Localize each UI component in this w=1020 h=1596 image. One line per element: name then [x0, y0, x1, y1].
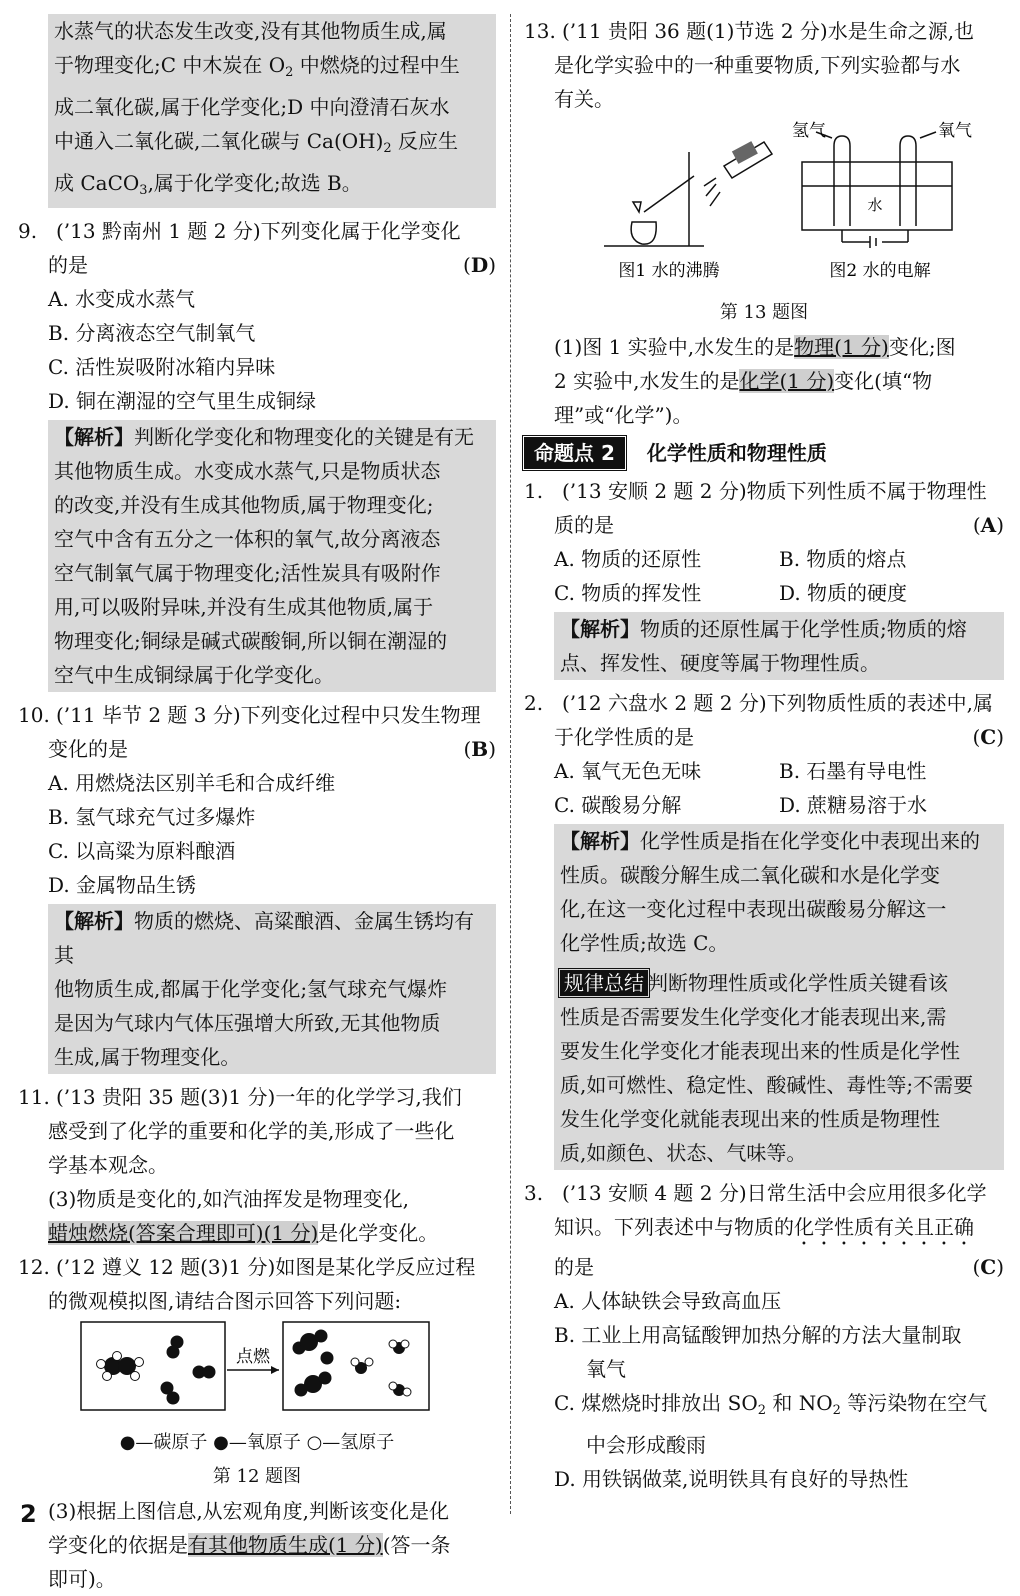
option-c: C. 煤燃烧时排放出 $SO_2$ 和 $NO_2$ 等污染物在空气 — [554, 1391, 988, 1418]
question-number: 10. — [18, 703, 50, 727]
option-c: C. 碳酸易分解 — [554, 793, 682, 817]
emphasis-text: 化学性质有关且正确 — [794, 1215, 974, 1239]
carry-over-explanation: 水蒸气的状态发生改变,没有其他物质生成,属 于物理变化;C 中木炭在 $O_2$ 中燃烧的过程中生 成二氧化碳,属于化学变化;D 中向澄清石灰水 中通入二氧化碳,二氧化碳与 $Ca(OH)_2$ 反应生 成 CaCO$_3$,属于化学变化;故选 B。 — [48, 14, 496, 208]
answer-bracket: (A) — [972, 513, 1004, 537]
question-number: 11. — [18, 1085, 50, 1109]
option-a: A. 用燃烧法区别羊毛和合成纤维 — [48, 771, 336, 795]
micro-model-svg — [77, 1318, 437, 1414]
rule-summary-badge: 规律总结 — [560, 970, 648, 996]
question-p2: 2. (’12 六盘水 2 题 2 分)下列物质性质的表述中,属 于化学性质的是 (C) A. 氧气无色无味 B. 石墨有导电性 C. 碳酸易分解 D. 蔗糖易溶于水 【解析】化学性质是指在化学变化中表现出来的 性质。碳酸分解生成二氧化碳和水是化学变 化,在这一变化过程中表现出碳酸易分解这一 化学性质;故选 C。 规律总结 判断物理性质或化学性质关键看该 性质是否需要发生化学变化才能表现出来,需 要发生化学变化才能表现出来的性质是化学性 质,如可燃性、稳定性、酸碱性、毒性等;不需要 发生化学变化就能表现出来的性质是物理性 质,如颜色、状态、气味等。 — [524, 686, 1004, 1170]
option-c: C. 物质的挥发性 — [554, 581, 702, 605]
question-13: 13. (’11 贵阳 36 题(1)节选 2 分)水是生命之源,也 是化学实验中的一种重要物质,下列实验都与水 有关。 图1 水的沸腾 氢气 氧气 水 图2 水的电解 第 13 题图 (1)图 1 实验中,水发生的是物理(1 分)变化;图 2 实验中,水发生的是化学(1 分)变化(填“物 理”或“化学”)。 — [524, 14, 1004, 432]
svg-text:图1 水的沸腾: 图1 水的沸腾 — [618, 261, 720, 281]
option-c: C. 以高粱为原料酿酒 — [48, 839, 236, 863]
column-divider — [510, 14, 511, 1514]
question-number: 2. — [524, 691, 544, 715]
water-experiments-figure — [524, 116, 1004, 296]
option-b: B. 工业上用高锰酸钾加热分解的方法大量制取 — [554, 1323, 962, 1347]
question-stem: (’13 黔南州 1 题 2 分)下列变化属于化学变化 — [56, 219, 461, 243]
reaction-diagram — [18, 1318, 496, 1426]
answer-underline: 化学(1 分) — [739, 369, 835, 393]
option-d: D. 用铁锅做菜,说明铁具有良好的导热性 — [554, 1467, 909, 1491]
analysis-box: 【解析】物质的燃烧、高粱酿酒、金属生锈均有其 他物质生成,都属于化学变化;氢气球充气爆炸 是因为气球内气体压强增大所致,无其他物质 生成,属于物理变化。 — [48, 904, 496, 1074]
section-heading — [524, 436, 1004, 470]
answer-bracket: (C) — [972, 1255, 1004, 1279]
question-number: 1. — [524, 479, 544, 503]
option-a: A. 人体缺铁会导致高血压 — [554, 1289, 782, 1313]
answer-underline: 蜡烛燃烧(答案合理即可)(1 分) — [48, 1221, 319, 1245]
analysis-box: 【解析】化学性质是指在化学变化中表现出来的 性质。碳酸分解生成二氧化碳和水是化学变 化,在这一变化过程中表现出碳酸易分解这一 化学性质;故选 C。 规律总结 判断物理性质或化学性质关键看该 性质是否需要发生化学变化才能表现出来,需 要发生化学变化才能表现出来的性质是化学性 质,如可燃性、稳定性、酸碱性、毒性等;不需要 发生化学变化就能表现出来的性质是物理性 质,如颜色、状态、气味等。 — [554, 824, 1004, 1170]
question-p3: 3. (’13 安顺 4 题 2 分)日常生活中会应用很多化学 知识。下列表述中与物质的化学性质有关且正确 的是 (C) A. 人体缺铁会导致高血压 B. 工业上用高锰酸钾加热分解的方法大量制取 氧气 C. 煤燃烧时排放出 $SO_2$ 和 $NO_2$ 等污染物在空气 中会形成酸雨 D. 用铁锅做菜,说明铁具有良好的导热性 — [524, 1176, 1004, 1496]
option-c: C. 活性炭吸附冰箱内异味 — [48, 355, 276, 379]
question-p1: 1. (’13 安顺 2 题 2 分)物质下列性质不属于物理性 质的是 (A) A. 物质的还原性 B. 物质的熔点 C. 物质的挥发性 D. 物质的硬度 【解析】物质的还原性属于化学性质;物质的熔 点、挥发性、硬度等属于物理性质。 — [524, 474, 1004, 680]
svg-text:氢气: 氢气 — [792, 121, 826, 141]
question-12: 12. (’12 遵义 12 题(3)1 分)如图是某化学反应过程 的微观模拟图,请结合图示回答下列问题: 点燃 ●—碳原子 ●—氧原子 ○—氢原子 第 12 题图 (3)根据上图信息,从宏观角度,判断该变化是化 学变化的依据是有其他物质生成(1 分)(答一条 即可)。 — [18, 1250, 496, 1596]
question-number: 12. — [18, 1255, 50, 1279]
option-a: A. 氧气无色无味 — [554, 759, 702, 783]
svg-text:水: 水 — [867, 196, 883, 214]
question-10: 10. (’11 毕节 2 题 3 分)下列变化过程中只发生物理 变化的是 (B) A. 用燃烧法区别羊毛和合成纤维 B. 氢气球充气过多爆炸 C. 以高粱为原料酿酒 D. 金属物品生锈 【解析】物质的燃烧、高粱酿酒、金属生锈均有其 他物质生成,都属于化学变化;氢气球充气爆炸 是因为气球内气体压强增大所致,无其他物质 生成,属于物理变化。 — [18, 698, 496, 1074]
answer-underline: 有其他物质生成(1 分) — [188, 1533, 383, 1557]
answer-underline: 物理(1 分) — [794, 335, 889, 359]
answer-bracket: (C) — [972, 725, 1004, 749]
option-d: D. 物质的硬度 — [779, 581, 908, 605]
question-number: 13. — [524, 19, 556, 43]
question-11: 11. (’13 贵阳 35 题(3)1 分)一年的化学学习,我们 感受到了化学的重要和化学的美,形成了一些化 学基本观念。 (3)物质是变化的,如汽油挥发是物理变化, 蜡烛燃烧(答案合理即可)(1 分)是化学变化。 — [18, 1080, 496, 1250]
answer-bracket: (B) — [463, 737, 496, 761]
option-b: B. 氢气球充气过多爆炸 — [48, 805, 256, 829]
page-number: 2 — [20, 1500, 37, 1528]
question-stem: (’11 毕节 2 题 3 分)下列变化过程中只发生物理 — [56, 703, 481, 727]
legend: ●—碳原子 ●—氧原子 ○—氢原子 — [119, 1432, 395, 1453]
option-d: D. 蔗糖易溶于水 — [779, 793, 928, 817]
option-a: A. 水变成水蒸气 — [48, 287, 196, 311]
right-column — [524, 14, 1004, 1496]
water-experiments-svg — [544, 116, 984, 284]
option-b: B. 物质的熔点 — [779, 547, 907, 571]
option-b: B. 分离液态空气制氧气 — [48, 321, 256, 345]
analysis-box: 【解析】物质的还原性属于化学性质;物质的熔 点、挥发性、硬度等属于物理性质。 — [554, 612, 1004, 680]
analysis-box: 【解析】判断化学变化和物理变化的关键是有无 其他物质生成。水变成水蒸气,只是物质状态 的改变,并没有生成其他物质,属于物理变化; 空气中含有五分之一体积的氧气,故分离液态 空气制氧气属于物理变化;活性炭具有吸附作 用,可以吸附异味,并没有生成其他物质,属于 物理变化;铜绿是碱式碳酸铜,所以铜在潮湿的 空气中生成铜绿属于化学变化。 — [48, 420, 496, 692]
option-d: D. 铜在潮湿的空气里生成铜绿 — [48, 389, 317, 413]
option-a: A. 物质的还原性 — [554, 547, 702, 571]
section-title: 化学性质和物理性质 — [646, 441, 827, 465]
question-9: 9. (’13 黔南州 1 题 2 分)下列变化属于化学变化 的是 (D) A. 水变成水蒸气 B. 分离液态空气制氧气 C. 活性炭吸附冰箱内异味 D. 铜在潮湿的空气里生成铜绿 【解析】判断化学变化和物理变化的关键是有无 其他物质生成。水变成水蒸气,只是物质状态 的改变,并没有生成其他物质,属于物理变化; 空气中含有五分之一体积的氧气,故分离液态 空气制氧气属于物理变化;活性炭具有吸附作 用,可以吸附异味,并没有生成其他物质,属于 物理变化;铜绿是碱式碳酸铜,所以铜在潮湿的 空气中生成铜绿属于化学变化。 — [18, 214, 496, 692]
question-number: 3. — [524, 1181, 544, 1205]
left-column — [18, 14, 496, 1596]
section-badge: 命题点 2 — [524, 437, 625, 469]
figure-caption: 第 13 题图 — [719, 302, 809, 323]
option-d: D. 金属物品生锈 — [48, 873, 197, 897]
answer-bracket: (D) — [463, 253, 496, 277]
svg-text:图2 水的电解: 图2 水的电解 — [829, 261, 931, 281]
svg-text:点燃: 点燃 — [236, 1347, 270, 1367]
figure-caption: 第 12 题图 — [212, 1466, 302, 1487]
option-b: B. 石墨有导电性 — [779, 759, 927, 783]
question-number: 9. — [18, 219, 38, 243]
svg-text:氧气: 氧气 — [938, 121, 972, 141]
